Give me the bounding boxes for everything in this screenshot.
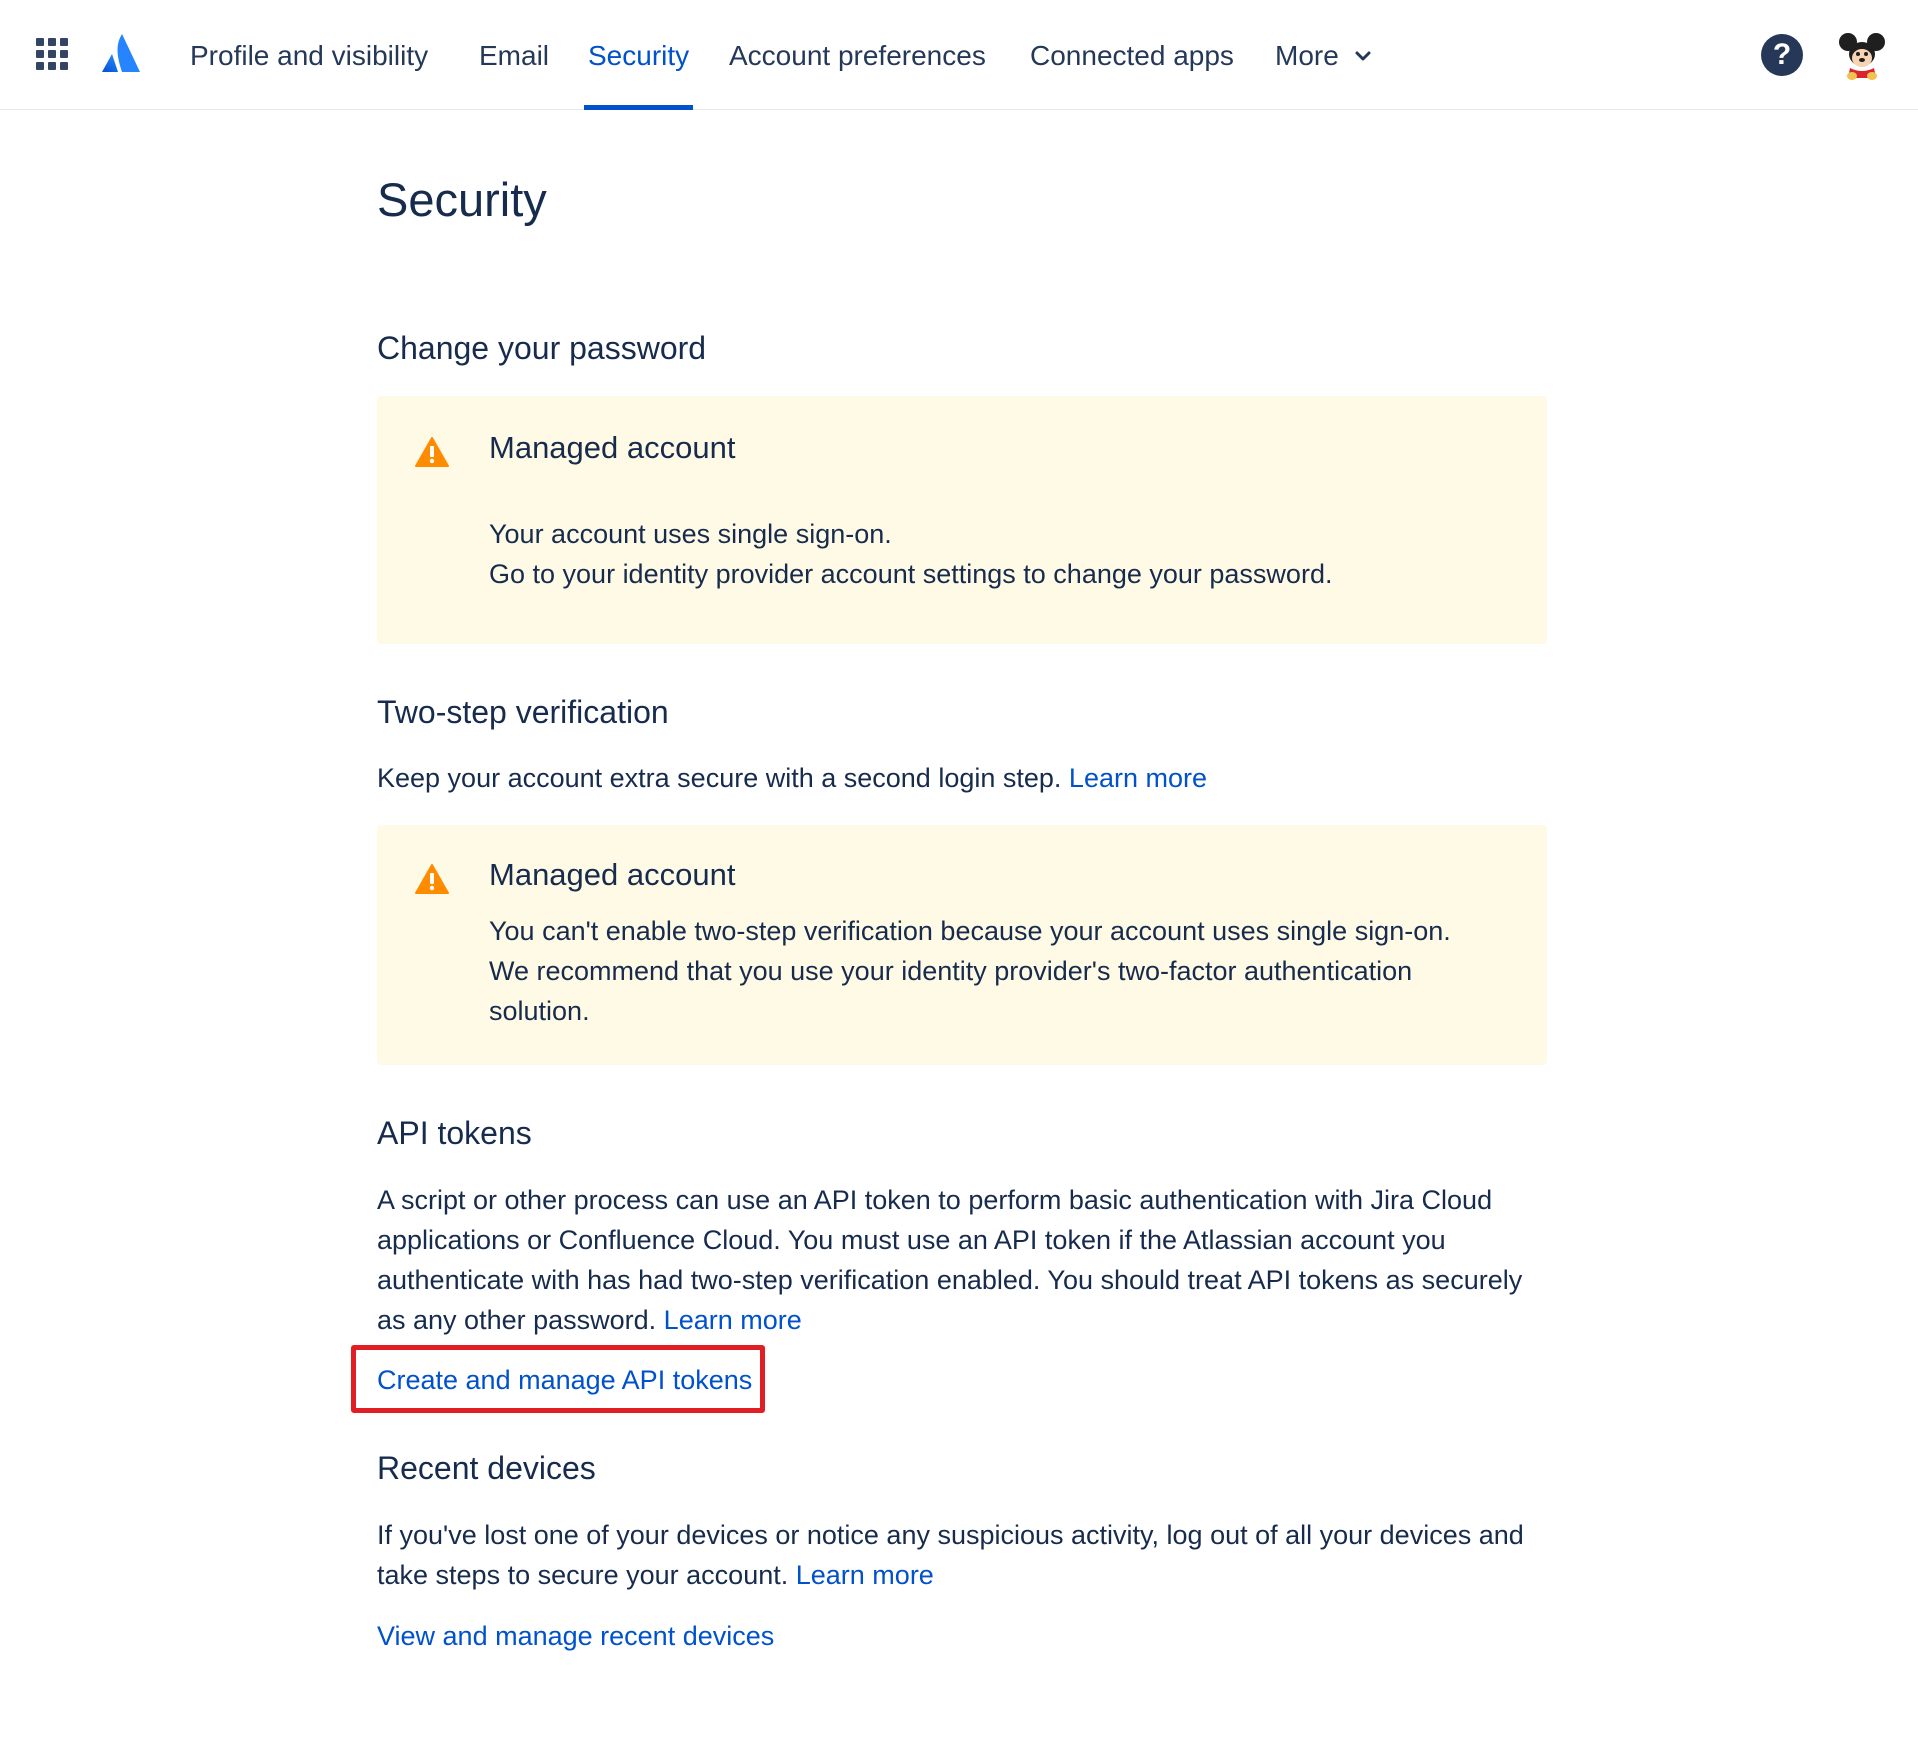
recent-devices-heading: Recent devices	[377, 1450, 596, 1486]
warning-line: Go to your identity provider account settings to change your password.	[489, 559, 1333, 589]
tab-account-preferences[interactable]: Account preferences	[729, 40, 986, 71]
two-step-description-text: Keep your account extra secure with a second login step.	[377, 763, 1062, 793]
api-tokens-heading: API tokens	[377, 1115, 532, 1151]
two-step-learn-more-link[interactable]: Learn more	[1068, 763, 1207, 793]
warning-title: Managed account	[489, 857, 736, 892]
warning-icon	[415, 436, 449, 468]
tab-security[interactable]: Security	[588, 0, 689, 110]
warning-message	[489, 911, 1519, 1031]
top-navigation	[0, 0, 1918, 110]
warning-message	[489, 514, 1519, 594]
view-and-manage-recent-devices-link[interactable]: View and manage recent devices	[377, 1621, 775, 1651]
warning-title: Managed account	[489, 430, 736, 465]
more-menu-button[interactable]	[1275, 0, 1371, 110]
recent-devices-learn-more-link[interactable]: Learn more	[795, 1560, 934, 1590]
atlassian-logo[interactable]	[100, 32, 142, 74]
warning-line: We recommend that you use your identity provider's two-factor authentication solution.	[489, 956, 1413, 1026]
two-step-managed-account-warning	[377, 825, 1547, 1065]
more-menu-label: More	[1275, 40, 1339, 71]
two-step-description	[377, 758, 1547, 798]
page-title: Security	[377, 173, 547, 226]
create-and-manage-api-tokens-link[interactable]: Create and manage API tokens	[377, 1365, 753, 1395]
tab-connected-apps[interactable]: Connected apps	[1030, 40, 1234, 71]
chevron-down-icon	[1355, 50, 1371, 62]
password-managed-account-warning	[377, 396, 1547, 644]
user-avatar[interactable]	[1838, 30, 1886, 80]
recent-devices-description-text: If you've lost one of your devices or notice any suspicious activity, log out of all your devices and take steps to secure your account.	[377, 1520, 1524, 1590]
help-icon[interactable]: ?	[1761, 34, 1803, 76]
two-step-verification-heading: Two-step verification	[377, 694, 669, 730]
api-tokens-learn-more-link[interactable]: Learn more	[663, 1305, 802, 1335]
warning-icon	[415, 863, 449, 895]
warning-line: You can't enable two-step verification because your account uses single sign-on.	[489, 916, 1451, 946]
app-switcher-icon[interactable]	[36, 38, 68, 70]
tab-profile-and-visibility[interactable]: Profile and visibility	[190, 40, 429, 71]
api-tokens-description	[377, 1180, 1547, 1340]
api-tokens-description-text: A script or other process can use an API token to perform basic authentication with Jira Cloud applications or Confluence Cloud. You must use an API token if the Atlassian account you authenticate with has had two-step verification enabled. You should treat API tokens as securely as any other password.	[377, 1185, 1523, 1335]
warning-line: Your account uses single sign-on.	[489, 519, 892, 549]
recent-devices-description	[377, 1515, 1547, 1595]
tab-email[interactable]: Email	[479, 40, 550, 71]
change-password-heading: Change your password	[377, 330, 707, 366]
